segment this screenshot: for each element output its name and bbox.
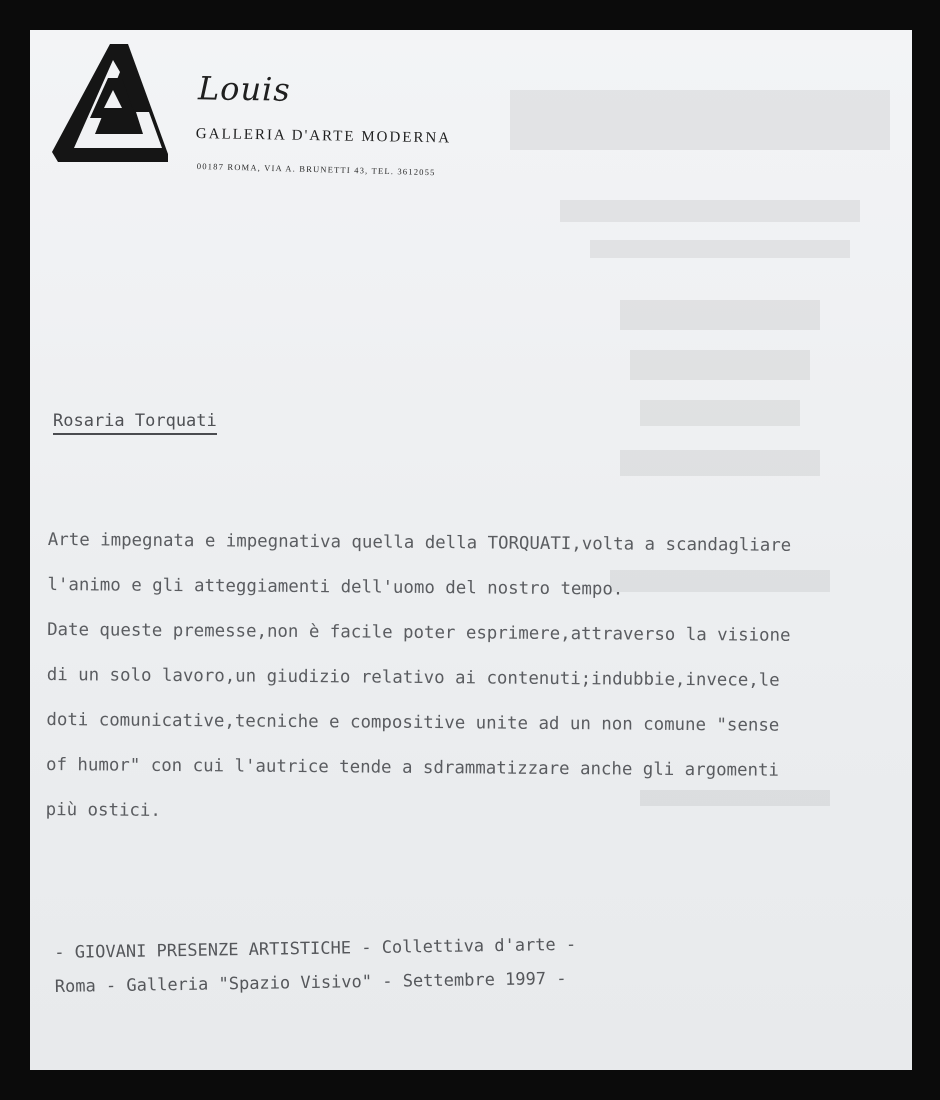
gallery-name: GALLERIA D'ARTE MODERNA bbox=[195, 126, 452, 147]
document-page bbox=[30, 30, 912, 1070]
text-line: più ostici. bbox=[45, 799, 161, 821]
gallery-logo-icon bbox=[50, 38, 170, 162]
author-name: Rosaria Torquati bbox=[53, 411, 217, 435]
exhibition-note bbox=[54, 928, 577, 1004]
gallery-address: 00187 ROMA, VIA A. BRUNETTI 43, TEL. 3612055 bbox=[196, 161, 436, 178]
event-line: Roma - Galleria "Spazio Visivo" - Settembre 1997 - bbox=[54, 968, 567, 997]
text-line: di un solo lavoro,un giudizio relativo ai contenuti;indubbie,invece,le bbox=[46, 664, 780, 691]
text-line: Date queste premesse,non è facile poter esprimere,attraverso la visione bbox=[47, 619, 791, 646]
text-line: Arte impegnata e impegnativa quella della TORQUATI,volta a scandagliare bbox=[47, 529, 792, 556]
critique-text bbox=[46, 518, 898, 840]
text-line: of humor" con cui l'autrice tende a sdrammatizzare anche gli argomenti bbox=[45, 754, 780, 781]
text-line: l'animo e gli atteggiamenti dell'uomo del nostro tempo. bbox=[47, 574, 624, 600]
text-line: doti comunicative,tecniche e compositive unite ad un non comune "sense bbox=[46, 709, 780, 736]
brand-script-name: Louis bbox=[197, 69, 292, 109]
event-line: - GIOVANI PRESENZE ARTISTICHE - Collettiva d'arte - bbox=[54, 934, 577, 963]
